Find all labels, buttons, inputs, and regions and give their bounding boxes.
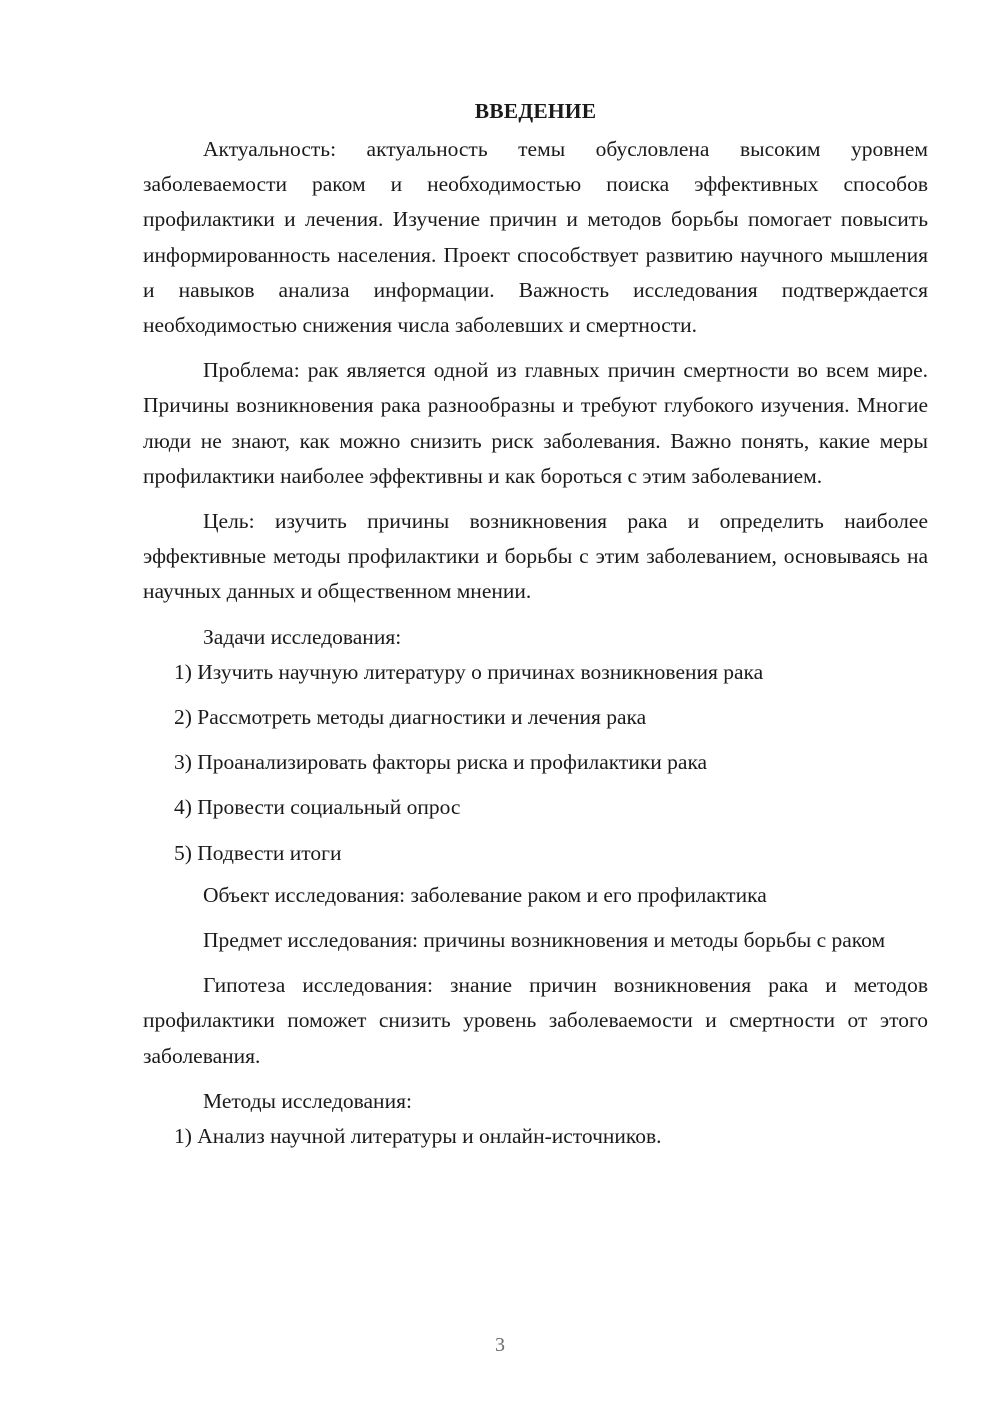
hypothesis-paragraph: Гипотеза исследования: знание причин возникновения рака и методов профилактики поможет снизить уровень заболеваемости и смертности от этого заболевания.	[143, 973, 928, 1068]
tasks-list	[143, 655, 928, 871]
list-item: 1) Анализ научной литературы и онлайн-источников.	[174, 1124, 662, 1149]
problem-paragraph: Проблема: рак является одной из главных причин смертности во всем мире. Причины возникновения рака разнообразны и требуют глубокого изучения. Многие люди не знают, как можно снизить риск заболевания. Важно понять, какие меры профилактики наиболее эффективны и как бороться с этим заболеванием.	[143, 358, 928, 488]
list-item: 1) Изучить научную литературу о причинах возникновения рака	[174, 659, 764, 684]
list-item: 2) Рассмотреть методы диагностики и лечения рака	[174, 705, 647, 730]
list-item: 4) Провести социальный опрос	[174, 795, 461, 820]
subject-paragraph: Предмет исследования: причины возникновения и методы борьбы с раком	[203, 928, 886, 953]
relevance-paragraph: Актуальность: актуальность темы обусловлена высоким уровнем заболеваемости раком и необходимостью поиска эффективных способов профилактики и лечения. Изучение причин и методов борьбы помогает повысить информированность населения. Проект способствует развитию научного мышления и навыков анализа информации. Важность исследования подтверждается необходимостью снижения числа заболевших и смертности.	[143, 137, 928, 338]
list-item: 5) Подвести итоги	[174, 840, 342, 865]
methods-list	[143, 1119, 928, 1154]
section-heading: ВВЕДЕНИЕ	[474, 99, 597, 123]
page-content	[143, 96, 928, 1154]
goal-paragraph: Цель: изучить причины возникновения рака и определить наиболее эффективные методы профилактики и борьбы с этим заболеванием, основываясь на научных данных и общественном мнении.	[143, 509, 928, 604]
methods-title: Методы исследования:	[203, 1088, 412, 1113]
page-number: 3	[495, 1334, 505, 1356]
tasks-title: Задачи исследования:	[203, 624, 402, 649]
object-paragraph: Объект исследования: заболевание раком и его профилактика	[203, 882, 767, 907]
list-item: 3) Проанализировать факторы риска и профилактики рака	[174, 750, 708, 775]
